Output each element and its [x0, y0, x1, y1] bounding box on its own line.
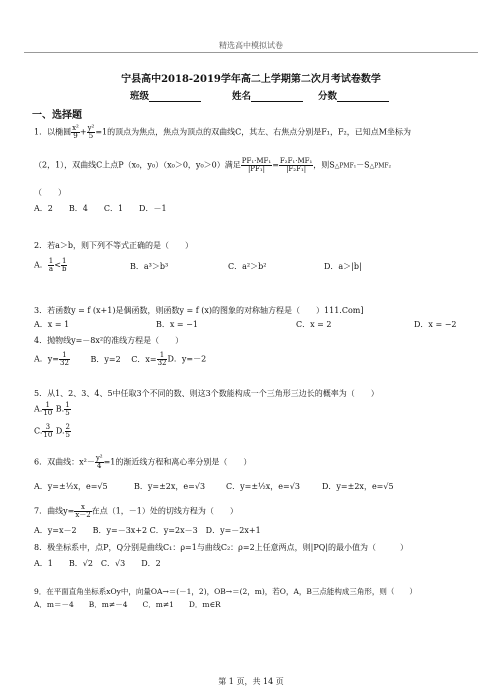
section-title: 一、选择题 — [32, 110, 82, 121]
q5-options-ab: A. $\frac{1}{10}$ B. $\frac{1}{5}$ — [34, 401, 70, 417]
q2-option-a: A． $\frac{1}{a}$ < $\frac{1}{b}$ — [34, 257, 67, 273]
q3-option-d: D．x = −2 — [414, 320, 457, 329]
name-blank[interactable] — [251, 92, 303, 102]
q1-frac-x: $\frac{\text{x²}}{9}$ — [72, 124, 79, 140]
q2-stem: 2．若a＞b，则下列不等式正确的是（ ） — [34, 241, 193, 250]
q1-answer-paren: （ ） — [34, 188, 66, 197]
q3-option-b: B．x = −1 — [156, 320, 198, 329]
q2-option-b: B．a³＞b³ — [130, 262, 169, 271]
q6-option-c: C．y=±½x，e=√3 — [226, 482, 300, 491]
q3-stem: 3．若函数y = f (x+1)是偶函数，则函数y = f (x)的图象的对称轴方程是（ ）111.Com] — [34, 306, 364, 315]
q4-options: A．y= $\frac{1}{32}$ B．y=2 C．x= $\frac{1}{32}$ D．y=－2 — [34, 351, 207, 367]
q2-option-c: C．a²＞b² — [228, 262, 267, 271]
q6-option-b: B．y=±2x，e=√3 — [134, 482, 206, 491]
q1-vec-frac1: $\frac{\text{PF₁·MF₁}}{\text{|PF₁|}}$ — [241, 157, 272, 173]
q4-stem: 4．抛物线y=－8x²的准线方程是（ ） — [34, 336, 184, 345]
q8-options: A．1 B．√2 C．√3 D．2 — [34, 559, 161, 568]
q9-options: A．m＝－4 B．m≠－4 C．m≠1 D．m∈R — [34, 600, 221, 609]
q1-line2: （2，1），双曲线C上点P（x₀，y₀）（x₀＞0，y₀＞0）满足 $\frac{\text{PF₁·MF₁}}{\text{|PF₁|}}$ = $\frac{\text{F₂F₁·MF₁}}{\text{|F₂F₁|}}$ ，则S△PMF₁－S△PMF₂ — [34, 157, 392, 173]
page-footer: 第 1 页，共 14 页 — [218, 677, 284, 686]
name-field — [232, 88, 303, 102]
q1-frac-y: $\frac{\text{y²}}{5}$ — [87, 124, 95, 140]
class-field — [130, 88, 201, 102]
q6-stem: 6．双曲线：x²－ $\frac{\text{y²}}{4}$ =1的渐近线方程和离心率分别是（ ） — [34, 454, 252, 470]
score-label: 分数 — [318, 91, 338, 102]
score-field — [318, 88, 389, 102]
q1-vec-frac2: $\frac{\text{F₂F₁·MF₁}}{\text{|F₂F₁|}}$ — [279, 157, 313, 173]
q7-stem: 7．曲线y= $\frac{x}{x-2}$ 在点（1，－1）处的切线方程为（ ） — [34, 503, 238, 519]
q6-option-a: A．y=±½x，e=√5 — [34, 482, 108, 491]
header-divider — [24, 52, 478, 53]
q3-option-a: A．x = 1 — [34, 320, 70, 329]
q6-option-d: D．y=±2x，e=√5 — [322, 482, 394, 491]
q9-stem: 9．在平面直角坐标系xOy中，向量OA→＝(－1，2)，OB→＝(2，m)，若O，A，B三点能构成三角形，则（ ） — [34, 587, 417, 596]
q1-options: A．2 B．4 C．1 D．－1 — [34, 204, 167, 213]
q5-stem: 5．从1、2、3、4、5中任取3个不同的数、则这3个数能构成一个三角形三边长的概率为（ ） — [34, 389, 379, 398]
q5-options-cd: C. $\frac{3}{10}$ D. $\frac{2}{5}$ — [34, 423, 70, 439]
exam-title: 宁县高中2018-2019学年高二上学期第二次月考试卷数学 — [121, 74, 381, 85]
q8-stem: 8．极坐标系中，点P，Q分别是曲线C₁：ρ=1与曲线C₂：ρ=2上任意两点，则|PQ|的最小值为（ ） — [34, 543, 409, 552]
q1-line1: 1．以椭圆 $\frac{\text{x²}}{9}$ + $\frac{\text{y²}}{5}$ =1的顶点为焦点，焦点为顶点的双曲线C，其左、右焦点分别是F₁，F₂，已知点M坐标为 — [34, 124, 411, 140]
q7-options: A．y=x－2 B．y=－3x+2 C．y=2x－3 D．y=－2x+1 — [34, 526, 261, 535]
score-blank[interactable] — [337, 92, 389, 102]
class-label: 班级 — [130, 91, 150, 102]
class-blank[interactable] — [149, 92, 201, 102]
q2-option-d: D．a＞|b| — [324, 262, 362, 271]
page-header: 精选高中模拟试卷 — [219, 41, 283, 50]
q3-option-c: C．x = 2 — [296, 320, 332, 329]
name-label: 姓名 — [232, 91, 252, 102]
